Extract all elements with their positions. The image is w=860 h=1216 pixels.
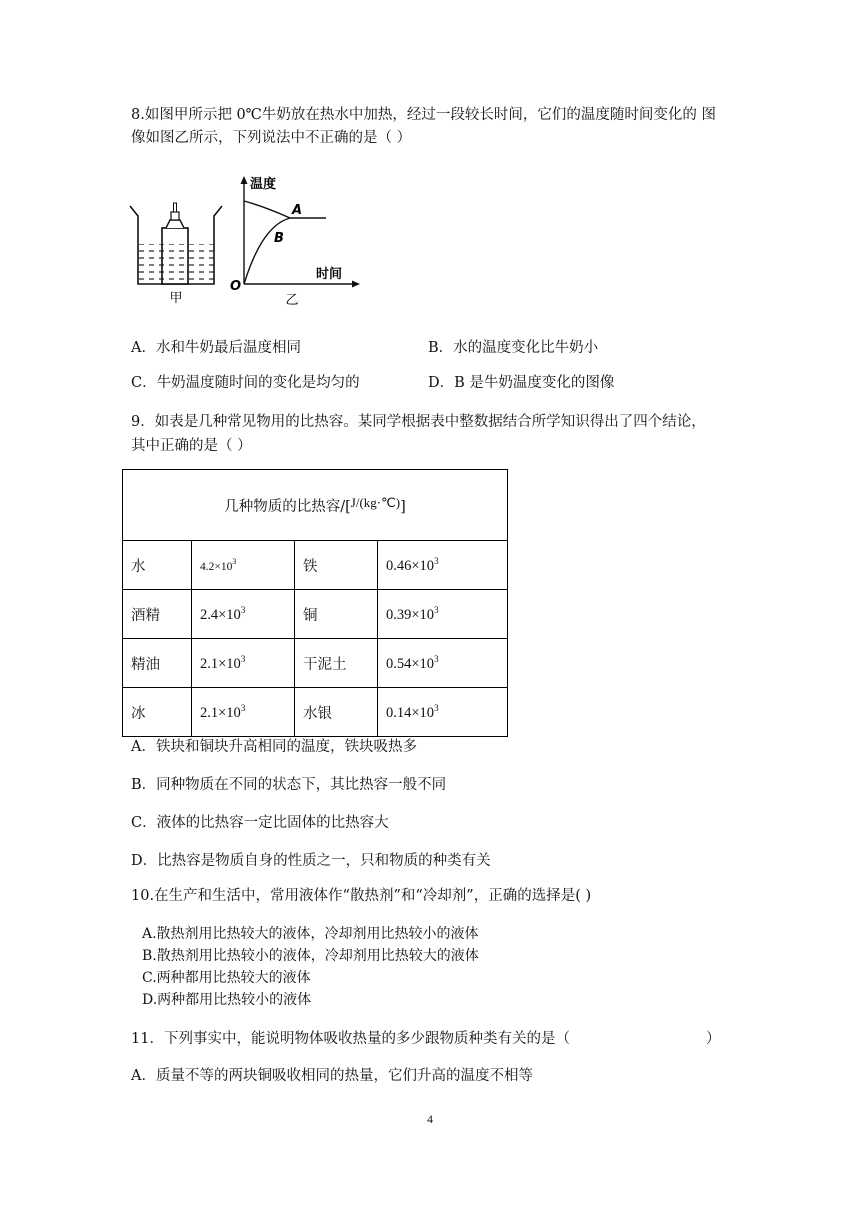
q8-option-d: D．B 是牛奶温度变化的图像: [428, 375, 615, 391]
table-title-end: ]: [400, 498, 406, 515]
material-cell: 铜: [295, 590, 378, 639]
table-row: [123, 541, 508, 590]
q10-stem: 10.在生产和生活中，常用液体作“散热剂”和“冷却剂”，正确的选择是( ): [131, 888, 592, 904]
curve-a-line: [244, 201, 326, 218]
value-cell: [192, 541, 295, 590]
q8-stem-line1: 8.如图甲所示把 0℃牛奶放在热水中加热，经过一段较长时间，它们的温度随时间变化的 图: [131, 107, 716, 123]
material-cell: 铁: [295, 541, 378, 590]
q8-option-b: B．水的温度变化比牛奶小: [428, 340, 599, 356]
material-cell: 精油: [123, 639, 192, 688]
q9-stem-line2: 其中正确的是（ ）: [131, 438, 252, 454]
q9-option-d: D．比热容是物质自身的性质之一，只和物质的种类有关: [131, 853, 491, 869]
value-exp: 3: [434, 653, 439, 664]
table-title-text: 几种物质的比热容/[: [224, 498, 351, 515]
figure-yi-label: 乙: [285, 293, 299, 308]
value-base: 0.39×10: [386, 606, 435, 623]
material-cell: 冰: [123, 688, 192, 737]
material-cell: 酒精: [123, 590, 192, 639]
value-exp: 3: [240, 604, 246, 615]
value-base: 0.54×10: [386, 655, 435, 672]
q9-stem-line1: 9．如表是几种常见物用的比热容。某同学根据表中整数据结合所学知识得出了四个结论，: [131, 414, 706, 430]
table-row: [123, 688, 508, 737]
q9-option-b: B．同种物质在不同的状态下，其比热容一般不同: [131, 777, 447, 793]
q11-option-a: A．质量不等的两块铜吸收相同的热量，它们升高的温度不相等: [131, 1068, 533, 1084]
q9-option-a: A．铁块和铜块升高相同的温度，铁块吸热多: [131, 739, 417, 755]
curve-a-label: A: [292, 203, 303, 218]
value-base: 2.1×10: [200, 655, 241, 672]
x-axis-label: 时间: [316, 267, 343, 282]
q8-option-c: C．牛奶温度随时间的变化是均匀的: [131, 375, 360, 391]
value-exp: 3: [434, 702, 439, 713]
value-cell: [378, 688, 508, 737]
value-cell: [192, 688, 295, 737]
origin-label: O: [230, 279, 242, 294]
figure-jia-label: 甲: [169, 291, 183, 306]
table-row: [123, 590, 508, 639]
q10-option-b: B.散热剂用比热较小的液体，冷却剂用比热较大的液体: [142, 948, 479, 964]
curve-b-label: B: [274, 231, 284, 246]
value-base: 2.1×10: [200, 704, 241, 721]
value-exp: 3: [434, 555, 439, 566]
q11-stem: 11．下列事实中，能说明物体吸收热量的多少跟物质种类有关的是（: [131, 1031, 570, 1047]
value-base: 0.14×10: [386, 704, 435, 721]
q10-option-c: C.两种都用比热较大的液体: [142, 970, 311, 986]
q8-option-a: A．水和牛奶最后温度相同: [131, 340, 301, 356]
value-base: 4.2×10: [200, 560, 233, 573]
figure-yi-graph: [226, 172, 366, 310]
material-cell: 干泥土: [295, 639, 378, 688]
table-title-unit: J/(kg·℃): [350, 494, 401, 510]
value-base: 0.46×10: [386, 557, 435, 574]
y-axis-label: 温度: [250, 177, 277, 192]
value-cell: [378, 639, 508, 688]
value-cell: [378, 590, 508, 639]
value-cell: [192, 590, 295, 639]
value-cell: [378, 541, 508, 590]
material-cell: 水银: [295, 688, 378, 737]
q10-option-d: D.两种都用比热较小的液体: [142, 992, 312, 1008]
specific-heat-table: [122, 469, 508, 737]
table-row: [123, 639, 508, 688]
q10-option-a: A.散热剂用比热较大的液体，冷却剂用比热较小的液体: [142, 926, 479, 942]
value-exp: 3: [240, 702, 246, 713]
q11-paren-close: ）: [706, 1031, 721, 1047]
value-exp: 3: [434, 604, 439, 615]
value-base: 2.4×10: [200, 606, 241, 623]
q9-option-c: C．液体的比热容一定比固体的比热容大: [131, 815, 389, 831]
value-exp: 3: [240, 653, 246, 664]
value-cell: [192, 639, 295, 688]
figure-jia-beaker: [128, 192, 224, 308]
page-number: 4: [427, 1112, 433, 1126]
material-cell: 水: [123, 541, 192, 590]
value-exp: 3: [232, 556, 237, 566]
q8-stem-line2: 像如图乙所示，下列说法中不正确的是（ ）: [131, 130, 412, 146]
curve-b-line: [244, 218, 290, 284]
table-title: [123, 470, 508, 541]
